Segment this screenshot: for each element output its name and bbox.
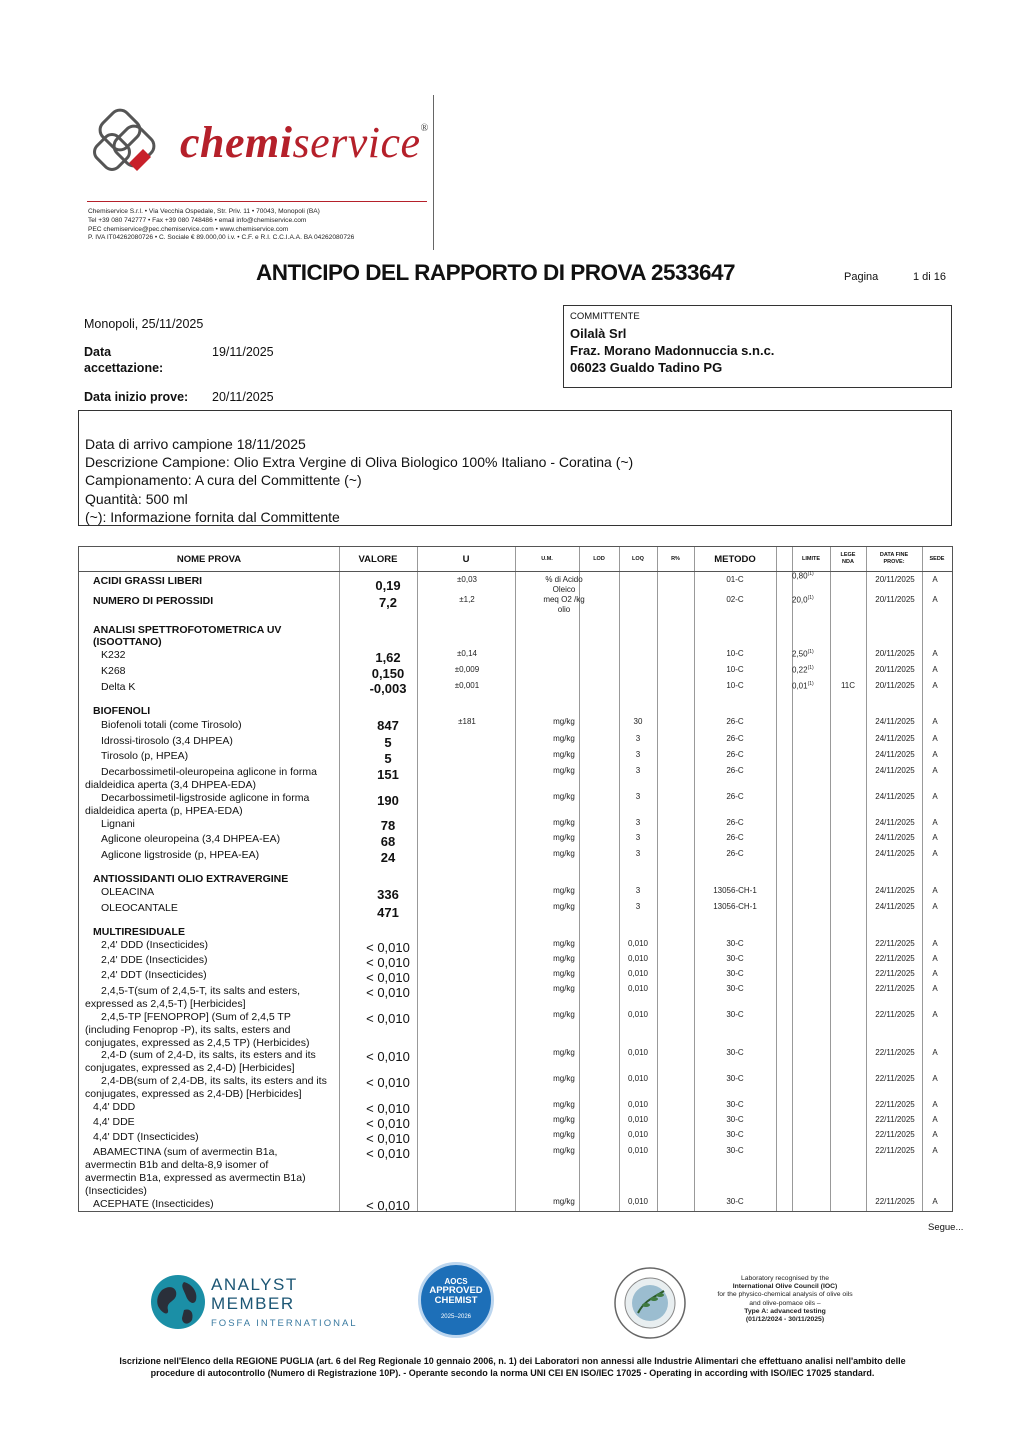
row-u: ±0,009 [454, 665, 480, 674]
header-r: R% [671, 555, 680, 562]
row-date: 20/11/2025 [875, 665, 915, 674]
row-value: 336 [377, 887, 399, 902]
sample-sampling: Campionamento: A cura del Committente (~) [85, 472, 362, 489]
row-method: 26-C [726, 717, 744, 726]
row-date: 22/11/2025 [875, 1074, 915, 1083]
row-name: 4,4' DDT (Insecticides) [93, 1131, 199, 1143]
row-date: 24/11/2025 [875, 849, 915, 858]
row-loq: 3 [635, 734, 641, 743]
aocs-line-4: 2025–2026 [440, 1314, 472, 1320]
limit-value: 0,80 [792, 571, 808, 581]
row-method: 30-C [726, 1197, 744, 1206]
row-loq: 0,010 [627, 1130, 649, 1139]
row-limit [792, 649, 828, 659]
row-name: K268 [101, 665, 126, 677]
row-um [515, 595, 613, 615]
fosfa-line-1: ANALYST [211, 1275, 298, 1294]
row-name: OLEACINA [101, 886, 155, 898]
row-u: ±181 [458, 717, 476, 726]
place-date: Monopoli, 25/11/2025 [84, 317, 204, 331]
row-method: 26-C [726, 833, 744, 842]
footer-note [60, 1355, 965, 1379]
section-title: ANTIOSSIDANTI OLIO EXTRAVERGINE [93, 873, 289, 885]
row-method: 02-C [726, 595, 744, 604]
row-value: < 0,010 [366, 1146, 410, 1161]
ioc-line-2: International Olive Council (IOC) [732, 1283, 838, 1291]
row-method: 26-C [726, 766, 744, 775]
sample-note: (~): Informazione fornita dal Committente [85, 508, 340, 525]
logo-wordmark: chemiservice® [180, 118, 429, 167]
row-date: 24/11/2025 [875, 734, 915, 743]
row-method: 30-C [726, 954, 744, 963]
row-name-4: (Insecticides) [85, 1185, 147, 1197]
row-date: 20/11/2025 [875, 649, 915, 658]
company-line: P. IVA IT04262080726 • C. Sociale € 89.000,00 i.v. • C.F. e R.I. C.C.I.A.A. BA 04262080726 [88, 234, 355, 242]
row-value: 847 [377, 718, 399, 733]
row-value: 190 [377, 793, 399, 808]
ioc-line-3: for the physico-chemical analysis of olive oils [717, 1291, 853, 1299]
client-address: Fraz. Morano Madonnuccia s.n.c. [570, 343, 775, 358]
aocs-line-1: AOCS [444, 1277, 468, 1286]
header-legenda [830, 547, 866, 571]
row-um: mg/kg [553, 818, 575, 827]
header-metodo: METODO [714, 553, 756, 565]
row-site: A [932, 1115, 938, 1124]
page-number: 1 di 16 [913, 271, 947, 283]
row-value: 24 [380, 850, 396, 865]
row-method: 26-C [726, 818, 744, 827]
row-name: ABAMECTINA (sum of avermectin B1a, [93, 1146, 278, 1158]
row-site: A [932, 1197, 938, 1206]
row-um: mg/kg [553, 984, 575, 993]
limit-value: 0,01 [792, 681, 808, 691]
row-name-2: dialdeidica aperta (p, HPEA-EDA) [85, 805, 243, 817]
row-value: 151 [377, 767, 399, 782]
row-loq: 3 [635, 833, 641, 842]
row-site: A [932, 1100, 938, 1109]
header-u: U [462, 553, 470, 565]
row-site: A [932, 750, 938, 759]
row-name: Idrossi-tirosolo (3,4 DHPEA) [101, 735, 233, 747]
header-legenda-2: NDA [842, 559, 854, 565]
row-loq: 0,010 [627, 1197, 649, 1206]
row-name: 2,4' DDE (Insecticides) [101, 954, 208, 966]
row-date: 22/11/2025 [875, 1010, 915, 1019]
row-loq: 0,010 [627, 969, 649, 978]
row-date: 22/11/2025 [875, 939, 915, 948]
limit-value: 0,22 [792, 665, 808, 675]
row-u: ±0,03 [457, 575, 477, 584]
row-method: 13056-CH-1 [713, 886, 757, 895]
row-value: < 0,010 [366, 940, 410, 955]
sample-arrival: Data di arrivo campione 18/11/2025 [85, 436, 306, 452]
row-site: A [932, 1146, 938, 1155]
limit-value: 20,0 [792, 595, 808, 605]
sample-quantity: Quantità: 500 ml [85, 490, 188, 507]
row-date: 24/11/2025 [875, 792, 915, 801]
row-method: 10-C [726, 649, 744, 658]
row-value: 5 [384, 735, 392, 750]
row-loq: 0,010 [627, 939, 649, 948]
header-valore: VALORE [358, 553, 398, 565]
row-method: 30-C [726, 1115, 744, 1124]
row-name: Lignani [101, 818, 135, 830]
row-loq: 0,010 [627, 1074, 649, 1083]
row-name: 2,4' DDD (Insecticides) [101, 939, 209, 951]
row-method: 10-C [726, 665, 744, 674]
sample-description: Descrizione Campione: Olio Extra Vergine di Oliva Biologico 100% Italiano - Coratina (~) [85, 454, 634, 471]
row-limit [792, 665, 828, 675]
row-um: mg/kg [553, 1100, 575, 1109]
aocs-line-3: CHEMIST [434, 1295, 478, 1306]
row-um: mg/kg [553, 939, 575, 948]
row-name: Decarbossimetil-ligstroside aglicone in forma [101, 792, 310, 804]
row-um: mg/kg [553, 1146, 575, 1155]
row-name: Decarbossimetil-oleuropeina aglicone in forma [101, 766, 317, 778]
row-name: NUMERO DI PEROSSIDI [93, 595, 214, 607]
row-loq: 3 [635, 886, 641, 895]
row-name: Aglicone ligstroside (p, HPEA-EA) [101, 849, 260, 861]
row-loq: 0,010 [627, 1010, 649, 1019]
row-value: -0,003 [369, 681, 407, 696]
row-date: 20/11/2025 [875, 681, 915, 690]
results-table [78, 546, 953, 1212]
row-site: A [932, 1010, 938, 1019]
row-value: < 0,010 [366, 1049, 410, 1064]
row-site: A [932, 833, 938, 842]
row-name: 2,4-DB(sum of 2,4-DB, its salts, its esters and its [101, 1075, 327, 1087]
row-date: 24/11/2025 [875, 902, 915, 911]
row-method: 30-C [726, 939, 744, 948]
row-date: 24/11/2025 [875, 886, 915, 895]
row-name: Biofenoli totali (come Tirosolo) [101, 719, 242, 731]
row-name-2: conjugates, expressed as 2,4-DB) [Herbicides] [85, 1088, 302, 1100]
row-method: 10-C [726, 681, 744, 690]
row-value: < 0,010 [366, 985, 410, 1000]
header-sede: SEDE [929, 555, 945, 562]
limit-note: (1) [807, 571, 814, 577]
row-name: Delta K [101, 681, 136, 693]
header-nome: NOME PROVA [176, 553, 242, 565]
limit-note: (1) [807, 649, 814, 655]
row-value: < 0,010 [366, 1198, 410, 1213]
row-method: 30-C [726, 1074, 744, 1083]
client-label: COMMITTENTE [570, 311, 640, 322]
row-method: 30-C [726, 984, 744, 993]
row-um [515, 575, 613, 595]
row-name-3: avermectin B1a, expressed as avermectin B1a) [85, 1172, 306, 1184]
row-site: A [932, 665, 938, 674]
row-date: 22/11/2025 [875, 1115, 915, 1124]
row-um: mg/kg [553, 954, 575, 963]
row-u: ±0,14 [457, 649, 477, 658]
row-um: mg/kg [553, 1074, 575, 1083]
row-um: mg/kg [553, 766, 575, 775]
row-name-2: conjugates, expressed as 2,4-D) [Herbicides] [85, 1062, 295, 1074]
row-value: 471 [377, 905, 399, 920]
ioc-line-1: Laboratory recognised by the [740, 1275, 830, 1282]
limit-note: (1) [807, 665, 814, 671]
row-um-2: olio [557, 605, 571, 614]
ioc-line-6: (01/12/2024 - 30/11/2025) [745, 1316, 825, 1324]
row-site: A [932, 954, 938, 963]
row-loq: 30 [633, 717, 643, 726]
row-name-2: expressed as 2,4,5-T) [Herbicides] [85, 998, 246, 1010]
acceptance-label-2: accettazione: [84, 361, 164, 375]
row-name: 4,4' DDE [93, 1116, 135, 1128]
row-loq: 0,010 [627, 954, 649, 963]
row-loq: 3 [635, 766, 641, 775]
section-title: ANALISI SPETTROFOTOMETRICA UV [93, 624, 282, 636]
row-name-2: avermectin B1b and delta-8,9 isomer of [85, 1159, 269, 1171]
row-site: A [932, 717, 938, 726]
ioc-line-5: Type A: advanced testing [744, 1307, 826, 1315]
row-date: 20/11/2025 [875, 575, 915, 584]
row-method: 26-C [726, 849, 744, 858]
row-limit [792, 595, 828, 605]
header-data-fine-2: PROVE: [883, 559, 905, 565]
row-value: < 0,010 [366, 1075, 410, 1090]
row-um: mg/kg [553, 750, 575, 759]
row-value: < 0,010 [366, 955, 410, 970]
row-loq: 3 [635, 902, 641, 911]
row-site: A [932, 849, 938, 858]
row-site: A [932, 734, 938, 743]
client-city: 06023 Gualdo Tadino PG [570, 360, 723, 375]
row-u: ±0,001 [454, 681, 480, 690]
fosfa-subtitle: FOSFA INTERNATIONAL [211, 1318, 358, 1329]
row-name: Tirosolo (p, HPEA) [101, 750, 189, 762]
ioc-seal-icon [612, 1265, 688, 1341]
header-lod: LOD [593, 555, 605, 562]
start-label: Data inizio prove: [84, 390, 189, 404]
row-name: ACIDI GRASSI LIBERI [93, 575, 203, 587]
fosfa-logo-text [211, 1275, 298, 1313]
header-data-fine [866, 547, 922, 571]
section-title: BIOFENOLI [93, 705, 151, 717]
row-value: 0,19 [375, 578, 401, 593]
row-name: 4,4' DDD [93, 1101, 136, 1113]
footer-note-line-1: Iscrizione nell'Elenco della REGIONE PUGLIA (art. 6 del Reg Regionale 10 gennaio 2006, n. 1) dei Laboratori non annessi alle Industrie Alimentari che effettuano analisi nell'ambito delle [119, 1356, 906, 1366]
row-um-1: % di Acido [545, 575, 583, 584]
row-site: A [932, 902, 938, 911]
row-loq: 3 [635, 849, 641, 858]
row-name: ACEPHATE (Insecticides) [93, 1198, 214, 1210]
row-value: 0,150 [371, 666, 405, 681]
row-date: 22/11/2025 [875, 1048, 915, 1057]
row-date: 24/11/2025 [875, 818, 915, 827]
row-loq: 3 [635, 818, 641, 827]
row-method: 26-C [726, 734, 744, 743]
row-um: mg/kg [553, 849, 575, 858]
company-details [88, 208, 354, 243]
row-name: Aglicone oleuropeina (3,4 DHPEA-EA) [101, 833, 281, 845]
row-method: 30-C [726, 1100, 744, 1109]
row-date: 24/11/2025 [875, 750, 915, 759]
row-value: 68 [380, 834, 396, 849]
row-um: mg/kg [553, 717, 575, 726]
row-name: 2,4,5-T(sum of 2,4,5-T, its salts and esters, [101, 985, 300, 997]
row-name: K232 [101, 649, 126, 661]
row-method: 13056-CH-1 [713, 902, 757, 911]
row-um: mg/kg [553, 792, 575, 801]
row-um: mg/kg [553, 1130, 575, 1139]
limit-note: (1) [807, 681, 814, 687]
row-um: mg/kg [553, 886, 575, 895]
company-line: PEC chemiservice@pec.chemiservice.com • www.chemiservice.com [88, 225, 289, 233]
row-site: A [932, 575, 938, 584]
row-date: 24/11/2025 [875, 717, 915, 726]
row-method: 01-C [726, 575, 744, 584]
row-loq: 3 [635, 750, 641, 759]
row-um: mg/kg [553, 969, 575, 978]
row-method: 26-C [726, 792, 744, 801]
row-site: A [932, 818, 938, 827]
row-date: 22/11/2025 [875, 1197, 915, 1206]
row-name-2: dialdeidica aperta (3,4 DHPEA-EDA) [85, 779, 256, 791]
row-um: mg/kg [553, 1115, 575, 1124]
row-loq: 0,010 [627, 1100, 649, 1109]
row-loq: 0,010 [627, 1115, 649, 1124]
row-um-2: Oleico [552, 585, 576, 594]
row-date: 20/11/2025 [875, 595, 915, 604]
row-method: 30-C [726, 1048, 744, 1057]
row-value: < 0,010 [366, 1011, 410, 1026]
page-label: Pagina [844, 271, 879, 283]
row-um: mg/kg [553, 734, 575, 743]
section-title: MULTIRESIDUALE [93, 926, 185, 938]
client-name: Oilalà Srl [570, 326, 627, 341]
header-um: U.M. [541, 555, 553, 562]
row-u: ±1,2 [459, 595, 475, 604]
logo-rule [87, 201, 427, 202]
row-value: < 0,010 [366, 1131, 410, 1146]
row-method: 30-C [726, 1010, 744, 1019]
row-name: OLEOCANTALE [101, 902, 178, 914]
row-loq: 3 [635, 792, 641, 801]
row-site: A [932, 1048, 938, 1057]
row-site: A [932, 766, 938, 775]
globe-icon [148, 1272, 208, 1332]
acceptance-label: Data [84, 345, 112, 359]
row-um: mg/kg [553, 1048, 575, 1057]
row-um-1: meq O2 /kg [543, 595, 585, 604]
header-limite: LIMITE [801, 555, 821, 562]
limit-value: 2,50 [792, 649, 808, 659]
row-date: 22/11/2025 [875, 984, 915, 993]
row-limit [792, 571, 828, 581]
row-date: 24/11/2025 [875, 833, 915, 842]
report-title: ANTICIPO DEL RAPPORTO DI PROVA 2533647 [256, 260, 736, 285]
row-date: 22/11/2025 [875, 1146, 915, 1155]
row-site: A [932, 649, 938, 658]
acceptance-date: 19/11/2025 [212, 345, 274, 359]
row-um: mg/kg [553, 1197, 575, 1206]
aocs-line-2: APPROVED [429, 1285, 483, 1296]
row-site: A [932, 984, 938, 993]
row-loq: 0,010 [627, 1146, 649, 1155]
fosfa-line-2: MEMBER [211, 1294, 295, 1313]
row-date: 22/11/2025 [875, 1130, 915, 1139]
row-value: 5 [384, 751, 392, 766]
row-method: 30-C [726, 969, 744, 978]
header-loq: LOQ [632, 555, 644, 562]
row-date: 22/11/2025 [875, 969, 915, 978]
row-site: A [932, 595, 938, 604]
row-site: A [932, 1074, 938, 1083]
row-legend: 11C [840, 681, 856, 690]
company-line: Chemiservice S.r.l. • Via Vecchia Ospedale, Str. Priv. 11 • 70043, Monopoli (BA) [88, 208, 320, 215]
row-name-2: (including Fenoprop -P), its salts, esters and [85, 1024, 291, 1036]
row-um: mg/kg [553, 1010, 575, 1019]
header-data-fine-1: DATA FINE [879, 552, 909, 558]
client-box [563, 305, 952, 388]
row-site: A [932, 681, 938, 690]
continues-label: Segue... [928, 1222, 964, 1233]
row-limit [792, 681, 828, 691]
row-name: 2,4' DDT (Insecticides) [101, 969, 207, 981]
row-method: 30-C [726, 1146, 744, 1155]
ioc-line-4: and olive-pomace oils – [749, 1299, 821, 1307]
ioc-recognition [700, 1275, 870, 1324]
row-value: < 0,010 [366, 970, 410, 985]
section-title-2: (ISOOTTANO) [93, 636, 162, 648]
footer-note-line-2: procedure di autocontrollo (Numero di Registrazione 10P). - Operante secondo la norma UNI CEI EN ISO/IEC 17025 - Operating in according with ISO/IEC 17025 standard. [150, 1368, 875, 1378]
row-site: A [932, 1130, 938, 1139]
sample-info-box [78, 410, 952, 526]
row-date: 24/11/2025 [875, 766, 915, 775]
aocs-badge [418, 1262, 494, 1338]
chemiservice-mark-icon [85, 107, 177, 187]
row-value: 1,62 [375, 650, 401, 665]
row-site: A [932, 792, 938, 801]
header-divider [433, 95, 434, 250]
row-loq: 0,010 [627, 984, 649, 993]
row-value: < 0,010 [366, 1116, 410, 1131]
row-site: A [932, 939, 938, 948]
row-method: 30-C [726, 1130, 744, 1139]
company-line: Tel +39 080 742777 • Fax +39 080 748486 • email info@chemiservice.com [88, 216, 307, 224]
row-um: mg/kg [553, 833, 575, 842]
row-name-3: conjugates, expressed as 2,4,5 TP) (Herbicides) [85, 1037, 310, 1049]
row-date: 22/11/2025 [875, 954, 915, 963]
start-date: 20/11/2025 [212, 390, 274, 404]
row-site: A [932, 886, 938, 895]
limit-note: (1) [807, 595, 814, 601]
row-name: 2,4,5-TP [FENOPROP] (Sum of 2,4,5 TP [101, 1011, 291, 1023]
row-value: 78 [380, 818, 396, 833]
row-name: 2,4-D (sum of 2,4-D, its salts, its esters and its [101, 1049, 316, 1061]
row-um: mg/kg [553, 902, 575, 911]
row-method: 26-C [726, 750, 744, 759]
row-loq: 0,010 [627, 1048, 649, 1057]
row-value: 7,2 [378, 595, 398, 610]
header-legenda-1: LEGE [840, 552, 856, 558]
row-site: A [932, 969, 938, 978]
row-value: < 0,010 [366, 1101, 410, 1116]
row-date: 22/11/2025 [875, 1100, 915, 1109]
